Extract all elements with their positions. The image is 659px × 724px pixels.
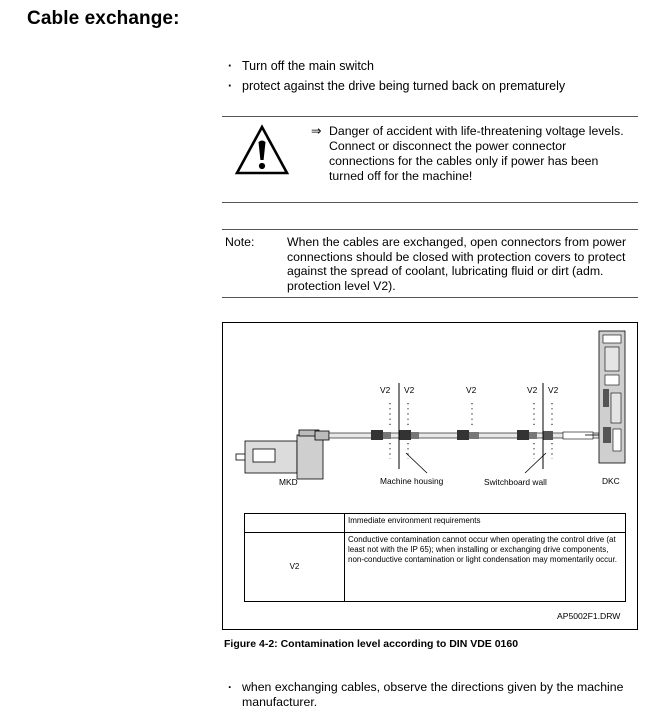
drawing-id: AP5002F1.DRW (557, 611, 621, 621)
requirements-table (244, 513, 626, 602)
v2-label: V2 (548, 385, 559, 395)
exchange-list (226, 680, 640, 709)
arrow-icon: ⇒ (311, 124, 322, 138)
v2-label: V2 (466, 385, 477, 395)
table-row-label: V2 (245, 533, 345, 602)
figure-diagram (222, 322, 638, 630)
table-cell (245, 514, 345, 533)
v2-label: V2 (404, 385, 415, 395)
figure-caption: Figure 4-2: Contamination level according to DIN VDE 0160 (224, 638, 519, 650)
machine-housing-label: Machine housing (380, 476, 444, 486)
divider (222, 116, 638, 117)
table-header: Immediate environment requirements (345, 514, 626, 533)
table-row (245, 514, 626, 533)
precaution-list (226, 56, 565, 96)
warning-line: Connect or disconnect the power connector (329, 139, 567, 153)
divider (222, 229, 638, 230)
list-item: · protect against the drive being turned back on prematurely (226, 76, 565, 96)
dkc-label: DKC (602, 476, 620, 486)
warning-line: connections for the cables only if power has been (329, 154, 599, 168)
list-item: · when exchanging cables, observe the directions given by the machine manufacturer. (226, 680, 640, 709)
mkd-label: MKD (279, 477, 298, 487)
note-text: When the cables are exchanged, open connectors from power connections should be closed with protection covers to protect against the spread of coolant, lubricating fluid or dirt (adm. protection level V2). (287, 235, 627, 293)
warning-text (311, 124, 637, 184)
switchboard-wall-label: Switchboard wall (484, 477, 547, 487)
list-item: · Turn off the main switch (226, 56, 565, 76)
divider (222, 297, 638, 298)
table-row (245, 533, 626, 602)
dkc-drive (599, 331, 625, 463)
table-row-text: Conductive contamination cannot occur when operating the control drive (at least not with the IP 65); when installing or exchanging drive components, non-conductive contamination or light condensation may momentarily occur. (345, 533, 626, 602)
v2-label: V2 (380, 385, 391, 395)
note-label: Note: (225, 235, 255, 249)
mkd-motor (236, 430, 329, 479)
warning-line: Danger of accident with life-threatening voltage levels. (329, 124, 624, 138)
cable (329, 430, 599, 440)
section-title: Cable exchange: (27, 8, 180, 29)
warning-triangle-icon (234, 124, 290, 176)
warning-line: turned off for the machine! (329, 169, 473, 183)
v2-label: V2 (527, 385, 538, 395)
divider (222, 202, 638, 203)
